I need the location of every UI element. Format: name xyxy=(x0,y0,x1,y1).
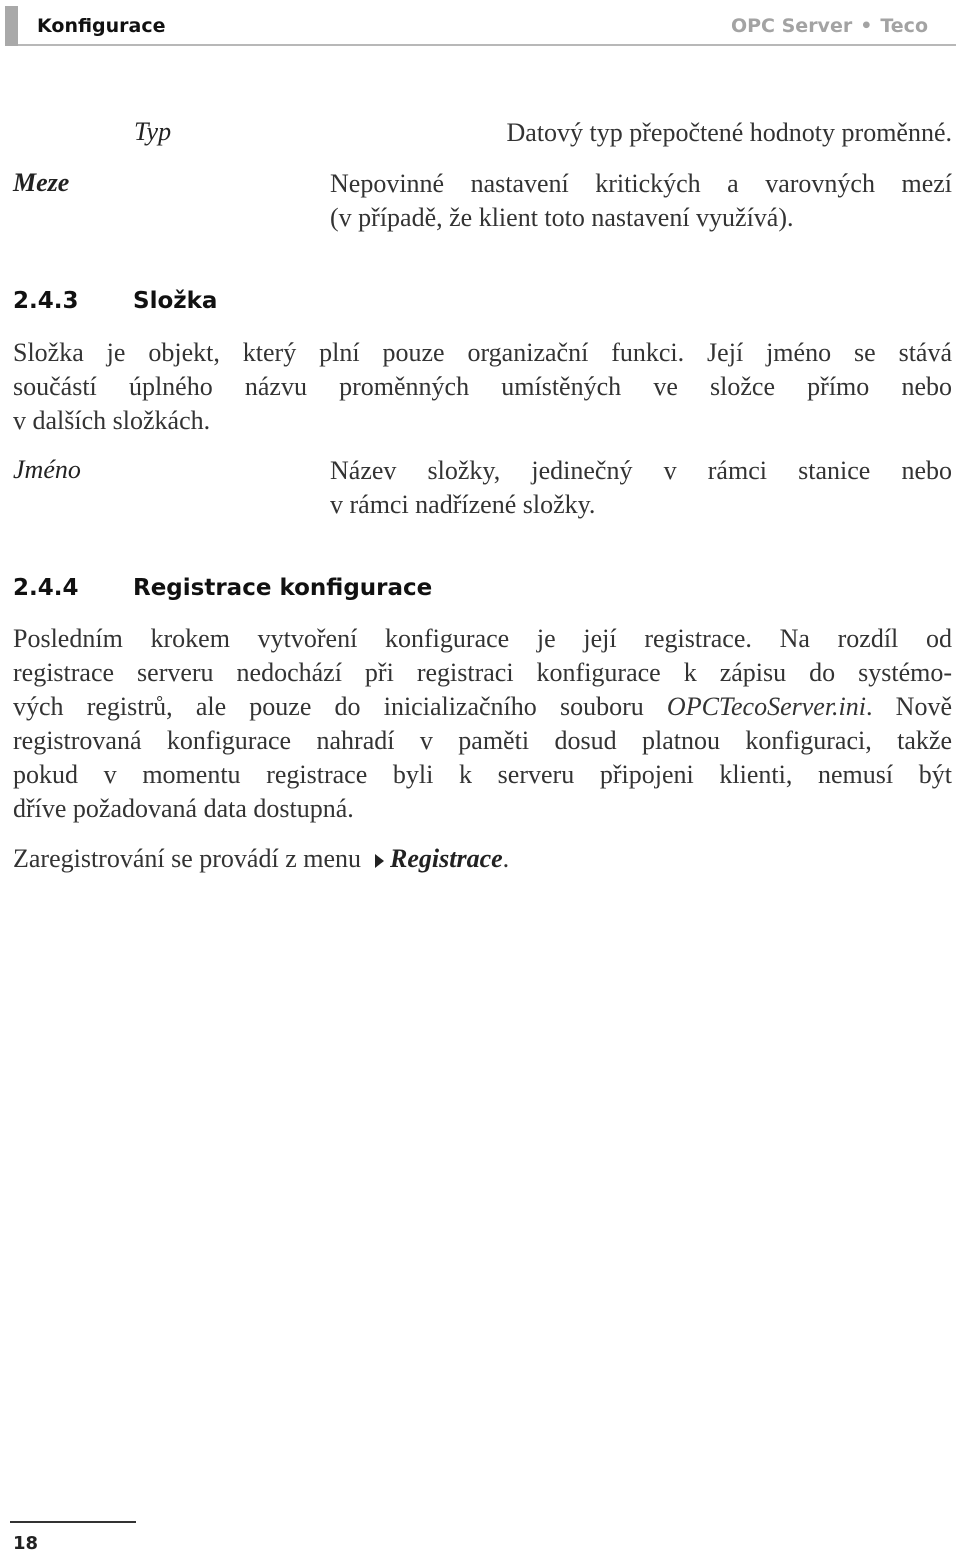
paragraph-line-with-filename xyxy=(13,690,952,724)
paragraph-line: součástí úplného názvu proměnných umístěných ve složce přímo nebo xyxy=(13,372,952,401)
paragraph-line: Posledním krokem vytvoření konfigurace je její registrace. Na rozdíl od xyxy=(13,624,952,653)
definition-text-typ xyxy=(450,116,952,150)
paragraph-line: pokud v momentu registrace byli k serveru připojeni klienti, nemusí být xyxy=(13,760,952,789)
definition-term-meze: Meze xyxy=(13,168,70,197)
menu-item-registrace: Registrace xyxy=(390,844,503,873)
definition-line: v rámci nadřízené složky. xyxy=(330,490,596,519)
page-header xyxy=(5,4,956,46)
section-243-paragraph xyxy=(13,336,952,438)
section-heading-243 xyxy=(13,288,217,314)
menu-arrow-icon xyxy=(375,854,384,868)
header-accent-bar xyxy=(5,6,18,46)
paragraph-text: vých registrů, ale pouze do inicializačního souboru xyxy=(13,692,667,721)
definition-term-typ: Typ xyxy=(134,117,172,146)
menu-end: . xyxy=(502,844,510,873)
header-section-title: Konfigurace xyxy=(37,15,166,37)
section-244-paragraph xyxy=(13,622,952,826)
header-brand: Teco xyxy=(880,15,928,37)
definition-text-jmeno xyxy=(330,454,952,522)
definition-line: (v případě, že klient toto nastavení využívá). xyxy=(330,203,794,232)
page-number: 18 xyxy=(13,1533,39,1554)
paragraph-line: v dalších složkách. xyxy=(13,406,211,435)
section-heading-244 xyxy=(13,575,432,601)
filename: OPCTecoServer.ini xyxy=(666,692,866,721)
definition-term-jmeno: Jméno xyxy=(13,455,81,484)
definition-line: Datový typ přepočtené hodnoty proměnné. xyxy=(506,118,952,147)
paragraph-line: dříve požadovaná data dostupná. xyxy=(13,794,354,823)
definition-line: Název složky, jedinečný v rámci stanice nebo xyxy=(330,456,952,485)
definition-line: Nepovinné nastavení kritických a varovných mezí xyxy=(330,169,952,198)
header-separator: • xyxy=(860,15,873,37)
paragraph-line: registrace serveru nedochází při registraci konfigurace k zápisu do systémo- xyxy=(13,658,952,687)
paragraph-text: . Nově xyxy=(866,692,952,721)
menu-instruction xyxy=(13,842,952,876)
paragraph-line: Složka je objekt, který plní pouze organizační funkci. Její jméno se stává xyxy=(13,338,952,367)
section-number: 2.4.3 xyxy=(13,288,79,314)
section-title: Složka xyxy=(133,288,218,314)
header-product: OPC Server xyxy=(730,15,853,37)
header-product-title xyxy=(731,15,928,37)
footer-rule xyxy=(10,1521,136,1523)
section-number: 2.4.4 xyxy=(13,575,79,601)
menu-sentence: Zaregistrování se provádí z menu xyxy=(13,844,361,873)
definition-text-meze xyxy=(330,167,952,235)
paragraph-line: registrovaná konfigurace nahradí v paměti dosud platnou konfiguraci, takže xyxy=(13,726,952,755)
section-title: Registrace konfigurace xyxy=(133,575,433,601)
